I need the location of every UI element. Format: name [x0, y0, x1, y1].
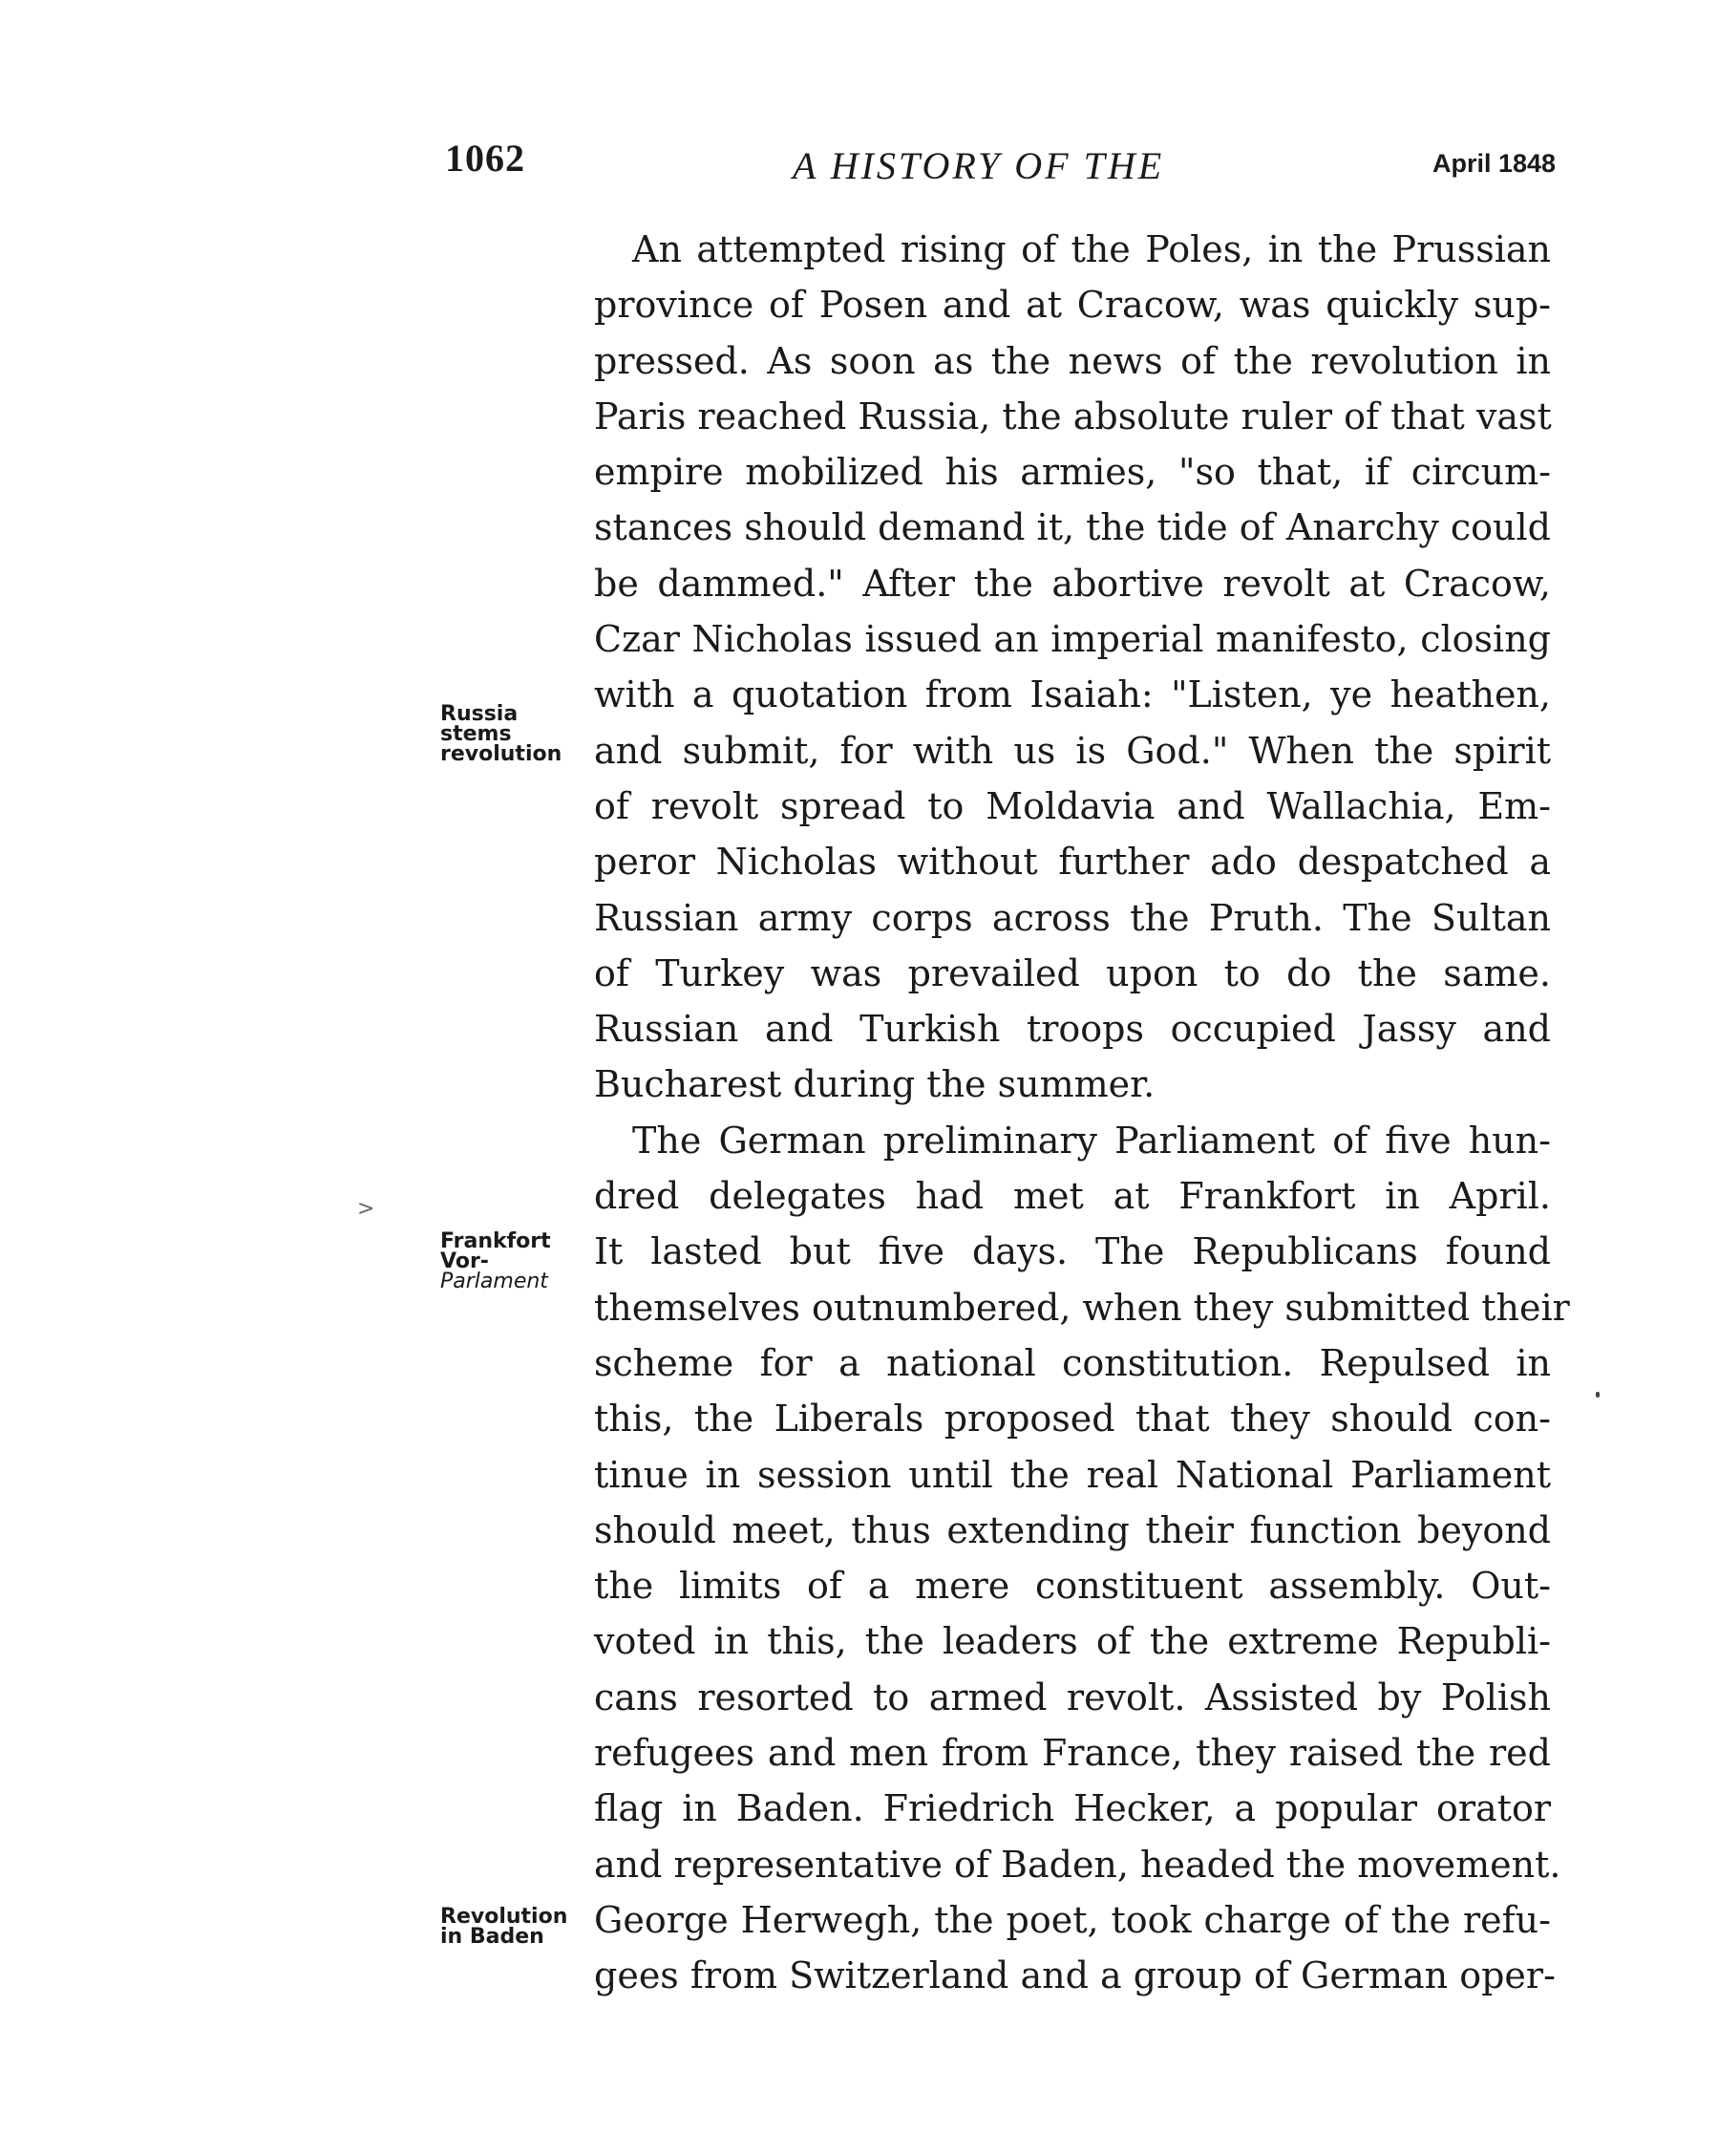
- sidenote-line: Russia: [440, 702, 519, 726]
- text-line: Bucharest during the summer.: [594, 1063, 1156, 1106]
- sidenote-baden: [440, 1907, 567, 1947]
- text-line: this, the Liberals proposed that they should con-: [594, 1398, 1551, 1441]
- text-line: voted in this, the leaders of the extreme Republi-: [594, 1620, 1551, 1663]
- text-line: dred delegates had met at Frankfort in April.: [594, 1175, 1551, 1218]
- text-line: scheme for a national constitution. Repulsed in: [594, 1341, 1551, 1384]
- sidenote-russia: [440, 704, 562, 764]
- text-line: empire mobilized his armies, "so that, if circum-: [594, 451, 1551, 494]
- text-line: and representative of Baden, headed the movement.: [594, 1843, 1561, 1886]
- margin-mark: >: [357, 1197, 375, 1221]
- text-line: peror Nicholas without further ado despatched a: [594, 841, 1551, 884]
- text-line: themselves outnumbered, when they submitted their: [594, 1286, 1570, 1329]
- text-line: tinue in session until the real National Parliament: [594, 1453, 1551, 1496]
- text-line: An attempted rising of the Poles, in the Prussian: [632, 228, 1551, 270]
- text-line: Czar Nicholas issued an imperial manifesto, closing: [594, 618, 1551, 661]
- sidenote-line: Frankfort: [440, 1229, 551, 1253]
- text-line: province of Posen and at Cracow, was quickly sup-: [594, 284, 1551, 327]
- text-line: of revolt spread to Moldavia and Wallachia, Em-: [594, 784, 1551, 827]
- text-line: flag in Baden. Friedrich Hecker, a popular orator: [594, 1787, 1551, 1830]
- running-title: A HISTORY OF THE: [793, 144, 1165, 187]
- sidenote-line: Parlament: [440, 1270, 548, 1293]
- text-line: pressed. As soon as the news of the revolution in: [594, 339, 1551, 382]
- sidenote-line: Vor-: [440, 1249, 489, 1273]
- ink-speck: [1596, 1392, 1600, 1398]
- text-line: of Turkey was prevailed upon to do the same.: [594, 951, 1551, 994]
- text-line: The German preliminary Parliament of five hun-: [632, 1119, 1551, 1162]
- sidenote-line: revolution: [440, 742, 562, 766]
- sidenote-line: in Baden: [440, 1925, 544, 1949]
- sidenote-line: stems: [440, 722, 512, 746]
- text-line: It lasted but five days. The Republicans found: [594, 1230, 1551, 1273]
- page-number: 1062: [445, 137, 525, 180]
- body-text: [594, 222, 1570, 2004]
- sidenote-line: Revolution: [440, 1905, 568, 1929]
- text-line: and submit, for with us is God." When the spirit: [594, 729, 1551, 772]
- text-line: the limits of a mere constituent assembly. Out-: [594, 1565, 1551, 1608]
- text-line: Paris reached Russia, the absolute ruler of that vast: [594, 395, 1552, 438]
- text-line: Russian and Turkish troops occupied Jassy and: [594, 1008, 1551, 1051]
- text-line: with a quotation from Isaiah: "Listen, ye heathen,: [594, 673, 1551, 716]
- text-line: George Herwegh, the poet, took charge of the refu-: [594, 1898, 1551, 1941]
- text-line: cans resorted to armed revolt. Assisted by Polish: [594, 1676, 1551, 1718]
- sidenote-frankfort: [440, 1231, 551, 1291]
- text-line: should meet, thus extending their function beyond: [594, 1508, 1551, 1551]
- running-date: April 1848: [1432, 149, 1557, 178]
- text-line: be dammed." After the abortive revolt at Cracow,: [594, 562, 1551, 605]
- text-line: refugees and men from France, they raised the red: [594, 1732, 1551, 1775]
- text-line: stances should demand it, the tide of Anarchy could: [594, 506, 1551, 549]
- text-line: gees from Switzerland and a group of German oper-: [594, 1954, 1556, 1997]
- text-line: Russian army corps across the Pruth. The Sultan: [594, 896, 1551, 939]
